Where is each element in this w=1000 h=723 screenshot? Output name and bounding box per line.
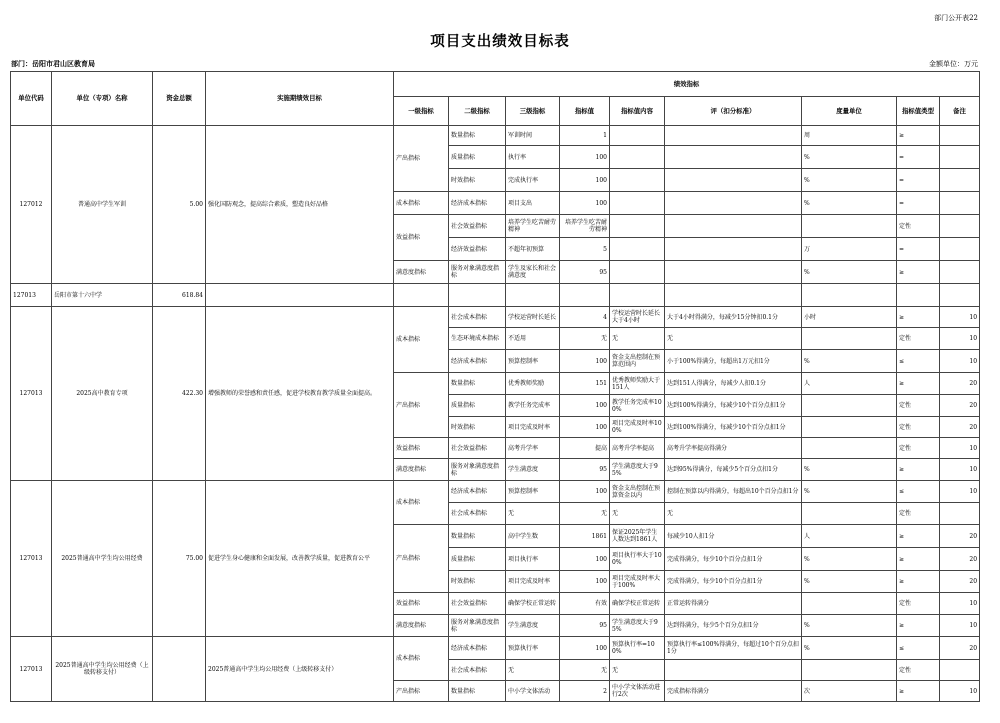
cell-note: 10 bbox=[940, 438, 980, 459]
cell-value: 1861 bbox=[560, 525, 610, 548]
header-value-content: 指标值内容 bbox=[610, 97, 665, 126]
cell-measure-unit bbox=[802, 417, 897, 438]
cell-value-type: ≥ bbox=[897, 681, 940, 702]
cell-level2: 服务对象满意度指标 bbox=[449, 261, 506, 284]
cell-value: 100 bbox=[560, 481, 610, 503]
cell-level3: 培养学生吃苦耐劳精神 bbox=[506, 215, 560, 238]
cell-value-content: 项目执行率大于100% bbox=[610, 548, 665, 571]
cell-value-content: 教学任务完成率100% bbox=[610, 395, 665, 417]
cell-level1: 产出指标 bbox=[394, 681, 449, 702]
cell-note bbox=[940, 169, 980, 192]
cell-level3: 教学任务完成率 bbox=[506, 395, 560, 417]
cell-note: 10 bbox=[940, 481, 980, 503]
cell-scoring bbox=[665, 169, 802, 192]
cell-measure-unit: 万 bbox=[802, 238, 897, 261]
header-level2: 二级指标 bbox=[449, 97, 506, 126]
cell-value-type: ≥ bbox=[897, 373, 940, 395]
cell-value-type: = bbox=[897, 169, 940, 192]
cell-value-content: 资金支出控制在预算范围内 bbox=[610, 350, 665, 373]
cell-scoring: 完成得满分，每少10个百分点扣1分 bbox=[665, 548, 802, 571]
cell-note bbox=[940, 660, 980, 681]
table-row bbox=[11, 481, 980, 503]
cell-value: 100 bbox=[560, 571, 610, 593]
cell-value: 151 bbox=[560, 373, 610, 395]
cell-scoring: 控制在预算以内得满分，每超出10个百分点扣1分 bbox=[665, 481, 802, 503]
performance-target-table bbox=[10, 71, 980, 702]
cell-empty bbox=[394, 284, 449, 307]
cell-measure-unit bbox=[802, 328, 897, 350]
cell-value-content: 无 bbox=[610, 660, 665, 681]
cell-note: 10 bbox=[940, 593, 980, 615]
cell-unit-code: 127013 bbox=[11, 637, 52, 702]
header-value-type: 指标值类型 bbox=[897, 97, 940, 126]
cell-total-funds: 75.00 bbox=[153, 481, 206, 637]
cell-value: 培养学生吃苦耐劳精神 bbox=[560, 215, 610, 238]
cell-value: 95 bbox=[560, 261, 610, 284]
header-unit-code: 单位代码 bbox=[11, 72, 52, 126]
cell-value-content bbox=[610, 126, 665, 146]
cell-value-content: 学生满意度大于95% bbox=[610, 459, 665, 481]
cell-level2: 时效指标 bbox=[449, 417, 506, 438]
cell-note bbox=[940, 126, 980, 146]
cell-level3: 优秀教师奖励 bbox=[506, 373, 560, 395]
cell-value-content bbox=[610, 238, 665, 261]
cell-note bbox=[940, 238, 980, 261]
cell-value-content: 无 bbox=[610, 328, 665, 350]
cell-measure-unit: % bbox=[802, 571, 897, 593]
cell-level2: 数量指标 bbox=[449, 126, 506, 146]
cell-scoring: 正常运转得满分 bbox=[665, 593, 802, 615]
cell-value-content: 学生满意度大于95% bbox=[610, 615, 665, 637]
cell-scoring: 达到151人得满分，每减少人扣0.1分 bbox=[665, 373, 802, 395]
header-level1: 一级指标 bbox=[394, 97, 449, 126]
cell-note bbox=[940, 215, 980, 238]
cell-level3: 学生及家长和社会满意度 bbox=[506, 261, 560, 284]
header-note: 备注 bbox=[940, 97, 980, 126]
cell-target: 增强教师的荣誉感和责任感，促进学校教育教学质量全面提高。 bbox=[206, 307, 394, 481]
cell-measure-unit: % bbox=[802, 192, 897, 215]
cell-note: 20 bbox=[940, 417, 980, 438]
cell-value: 100 bbox=[560, 548, 610, 571]
cell-level2: 数量指标 bbox=[449, 681, 506, 702]
cell-level3: 项目完成及时率 bbox=[506, 417, 560, 438]
cell-scoring: 达到100%得满分，每减少10个百分点扣1分 bbox=[665, 395, 802, 417]
cell-value-content bbox=[610, 169, 665, 192]
cell-scoring: 完成指标得满分 bbox=[665, 681, 802, 702]
cell-value-type: ≥ bbox=[897, 525, 940, 548]
cell-value-content bbox=[610, 261, 665, 284]
cell-value-type: ≥ bbox=[897, 307, 940, 328]
cell-note: 20 bbox=[940, 373, 980, 395]
cell-unit-name: 2025高中教育专项 bbox=[52, 307, 153, 481]
header-target: 实施期绩效目标 bbox=[206, 72, 394, 126]
header-scoring: 评（扣分标准） bbox=[665, 97, 802, 126]
cell-value-type: ≥ bbox=[897, 548, 940, 571]
cell-total-funds bbox=[153, 637, 206, 702]
cell-value-type: ≤ bbox=[897, 481, 940, 503]
header-level3: 三级指标 bbox=[506, 97, 560, 126]
cell-unit-code: 127013 bbox=[11, 481, 52, 637]
cell-measure-unit bbox=[802, 395, 897, 417]
cell-empty bbox=[449, 284, 506, 307]
cell-scoring bbox=[665, 238, 802, 261]
page-title: 项目支出绩效目标表 bbox=[430, 33, 570, 50]
cell-empty bbox=[802, 284, 897, 307]
cell-unit-code: 127012 bbox=[11, 126, 52, 284]
cell-note: 10 bbox=[940, 615, 980, 637]
cell-note: 10 bbox=[940, 459, 980, 481]
cell-value: 2 bbox=[560, 681, 610, 702]
amount-unit-label: 金额单位：万元 bbox=[929, 60, 978, 68]
table-body bbox=[11, 126, 980, 702]
cell-value-type: 定性 bbox=[897, 215, 940, 238]
cell-note bbox=[940, 261, 980, 284]
cell-measure-unit bbox=[802, 438, 897, 459]
cell-note: 10 bbox=[940, 350, 980, 373]
table-row bbox=[11, 637, 980, 660]
cell-value-content: 项目完成及时率大于100% bbox=[610, 571, 665, 593]
cell-level1: 效益指标 bbox=[394, 593, 449, 615]
cell-value-type: 定性 bbox=[897, 395, 940, 417]
cell-level1: 成本指标 bbox=[394, 481, 449, 525]
cell-measure-unit bbox=[802, 503, 897, 525]
cell-note bbox=[940, 503, 980, 525]
cell-level2: 社会成本指标 bbox=[449, 503, 506, 525]
cell-scoring bbox=[665, 660, 802, 681]
cell-value: 无 bbox=[560, 328, 610, 350]
cell-scoring: 达到得满分，每少5个百分点扣1分 bbox=[665, 615, 802, 637]
cell-value-content: 高考升学率提高 bbox=[610, 438, 665, 459]
cell-value-type: 定性 bbox=[897, 503, 940, 525]
cell-value-content: 项目完成及时率100% bbox=[610, 417, 665, 438]
cell-level3: 预算控制率 bbox=[506, 481, 560, 503]
cell-note: 20 bbox=[940, 571, 980, 593]
cell-value: 提高 bbox=[560, 438, 610, 459]
cell-note: 20 bbox=[940, 395, 980, 417]
cell-measure-unit: 小时 bbox=[802, 307, 897, 328]
cell-target: 促进学生身心健康和全面发展，改善教学质量，促进教育公平 bbox=[206, 481, 394, 637]
cell-value-content: 学校运营时长延长大于4小时 bbox=[610, 307, 665, 328]
cell-empty bbox=[897, 284, 940, 307]
cell-unit-code: 127013 bbox=[11, 307, 52, 481]
cell-level1: 成本指标 bbox=[394, 307, 449, 373]
cell-measure-unit bbox=[802, 660, 897, 681]
header-total-funds: 资金总额 bbox=[153, 72, 206, 126]
cell-scoring: 达到95%得满分，每减少5个百分点扣1分 bbox=[665, 459, 802, 481]
cell-scoring: 每减少10人扣1分 bbox=[665, 525, 802, 548]
cell-level3: 高中学生数 bbox=[506, 525, 560, 548]
cell-value-content: 确保学校正常运转 bbox=[610, 593, 665, 615]
cell-value-type: 定性 bbox=[897, 417, 940, 438]
cell-measure-unit bbox=[802, 593, 897, 615]
cell-value-type: 定性 bbox=[897, 593, 940, 615]
cell-level3: 不超年初预算 bbox=[506, 238, 560, 261]
cell-value-type: ≤ bbox=[897, 637, 940, 660]
cell-value: 95 bbox=[560, 459, 610, 481]
cell-value-content: 无 bbox=[610, 503, 665, 525]
table-row bbox=[11, 126, 980, 146]
cell-scoring: 预算执行率≤100%得满分，每超过10个百分点扣1分 bbox=[665, 637, 802, 660]
cell-measure-unit: % bbox=[802, 459, 897, 481]
cell-unit-name: 岳阳市第十六中学 bbox=[52, 284, 153, 307]
cell-level2: 经济成本指标 bbox=[449, 481, 506, 503]
cell-level3: 无 bbox=[506, 660, 560, 681]
cell-empty bbox=[506, 284, 560, 307]
cell-note: 20 bbox=[940, 548, 980, 571]
header-unit-name: 单位（专项）名称 bbox=[52, 72, 153, 126]
cell-note: 10 bbox=[940, 307, 980, 328]
cell-level3: 确保学校正常运转 bbox=[506, 593, 560, 615]
cell-scoring bbox=[665, 261, 802, 284]
cell-measure-unit: % bbox=[802, 548, 897, 571]
cell-level2: 社会效益指标 bbox=[449, 438, 506, 459]
cell-level1: 成本指标 bbox=[394, 192, 449, 215]
cell-level3: 高考升学率 bbox=[506, 438, 560, 459]
cell-measure-unit: % bbox=[802, 615, 897, 637]
cell-value: 100 bbox=[560, 395, 610, 417]
cell-unit-name: 2025普通高中学生均公用经费（上级转移支付） bbox=[52, 637, 153, 702]
cell-level2: 经济成本指标 bbox=[449, 637, 506, 660]
cell-target: 强化国防观念，提高综合素质，塑造良好品格 bbox=[206, 126, 394, 284]
cell-level2: 社会效益指标 bbox=[449, 215, 506, 238]
cell-level3: 项目支出 bbox=[506, 192, 560, 215]
cell-scoring: 小于100%得满分，每超出1万元扣1分 bbox=[665, 350, 802, 373]
cell-scoring bbox=[665, 126, 802, 146]
cell-measure-unit: % bbox=[802, 637, 897, 660]
cell-measure-unit bbox=[802, 215, 897, 238]
cell-empty bbox=[665, 284, 802, 307]
cell-value-type: 定性 bbox=[897, 328, 940, 350]
cell-empty bbox=[206, 284, 394, 307]
cell-level1: 满意度指标 bbox=[394, 615, 449, 637]
cell-scoring bbox=[665, 215, 802, 238]
cell-scoring: 完成得满分，每少10个百分点扣1分 bbox=[665, 571, 802, 593]
cell-note bbox=[940, 146, 980, 169]
cell-target: 2025普通高中学生均公用经费（上级转移支付） bbox=[206, 637, 394, 702]
cell-measure-unit: 人 bbox=[802, 373, 897, 395]
cell-level2: 生态环境成本指标 bbox=[449, 328, 506, 350]
table-row bbox=[11, 284, 980, 307]
cell-value-content: 中小学文体活动进行2次 bbox=[610, 681, 665, 702]
cell-level2: 数量指标 bbox=[449, 373, 506, 395]
cell-value-type: ≥ bbox=[897, 571, 940, 593]
cell-level2: 时效指标 bbox=[449, 571, 506, 593]
cell-value-content bbox=[610, 192, 665, 215]
cell-level2: 质量指标 bbox=[449, 146, 506, 169]
cell-value-content: 资金支出控制在预算资金以内 bbox=[610, 481, 665, 503]
cell-value-type: 定性 bbox=[897, 660, 940, 681]
cell-value-content: 优秀教师奖励大于151人 bbox=[610, 373, 665, 395]
cell-level3: 不适用 bbox=[506, 328, 560, 350]
cell-value-type: ≥ bbox=[897, 126, 940, 146]
cell-level2: 数量指标 bbox=[449, 525, 506, 548]
cell-level3: 项目完成及时率 bbox=[506, 571, 560, 593]
cell-scoring: 达到100%得满分，每减少10个百分点扣1分 bbox=[665, 417, 802, 438]
cell-level2: 质量指标 bbox=[449, 395, 506, 417]
cell-level2: 社会效益指标 bbox=[449, 593, 506, 615]
cell-note: 10 bbox=[940, 328, 980, 350]
cell-value: 100 bbox=[560, 146, 610, 169]
header-measure-unit: 度量单位 bbox=[802, 97, 897, 126]
cell-level1: 产出指标 bbox=[394, 126, 449, 192]
cell-measure-unit: % bbox=[802, 146, 897, 169]
cell-level1: 产出指标 bbox=[394, 525, 449, 593]
cell-unit-name: 2025普通高中学生均公用经费 bbox=[52, 481, 153, 637]
cell-scoring: 无 bbox=[665, 503, 802, 525]
cell-value: 有效 bbox=[560, 593, 610, 615]
header-performance-indicators: 绩效指标 bbox=[394, 72, 980, 97]
cell-scoring bbox=[665, 146, 802, 169]
cell-value: 4 bbox=[560, 307, 610, 328]
cell-level3: 完成执行率 bbox=[506, 169, 560, 192]
header-value: 指标值 bbox=[560, 97, 610, 126]
cell-level3: 预算控制率 bbox=[506, 350, 560, 373]
cell-scoring bbox=[665, 192, 802, 215]
cell-scoring: 无 bbox=[665, 328, 802, 350]
cell-value-type: ≥ bbox=[897, 459, 940, 481]
cell-level2: 社会成本指标 bbox=[449, 307, 506, 328]
cell-level1: 成本指标 bbox=[394, 637, 449, 681]
cell-level2: 经济成本指标 bbox=[449, 350, 506, 373]
cell-level2: 时效指标 bbox=[449, 169, 506, 192]
cell-level3: 项目执行率 bbox=[506, 548, 560, 571]
cell-empty bbox=[560, 284, 610, 307]
cell-measure-unit: 周 bbox=[802, 126, 897, 146]
cell-value-content: 预算执行率=100% bbox=[610, 637, 665, 660]
cell-level1: 效益指标 bbox=[394, 438, 449, 459]
cell-measure-unit: 次 bbox=[802, 681, 897, 702]
cell-unit-name: 普通高中学生军训 bbox=[52, 126, 153, 284]
cell-value-content bbox=[610, 215, 665, 238]
cell-value-type: = bbox=[897, 192, 940, 215]
cell-value-content bbox=[610, 146, 665, 169]
cell-level3: 执行率 bbox=[506, 146, 560, 169]
cell-value: 100 bbox=[560, 192, 610, 215]
cell-scoring: 高考升学率提高得满分 bbox=[665, 438, 802, 459]
cell-total-funds: 5.00 bbox=[153, 126, 206, 284]
cell-level3: 中小学文体活动 bbox=[506, 681, 560, 702]
cell-level3: 军训时间 bbox=[506, 126, 560, 146]
cell-value: 1 bbox=[560, 126, 610, 146]
cell-measure-unit: % bbox=[802, 169, 897, 192]
cell-value: 无 bbox=[560, 660, 610, 681]
cell-value: 95 bbox=[560, 615, 610, 637]
cell-measure-unit: % bbox=[802, 481, 897, 503]
cell-unit-code: 127013 bbox=[11, 284, 52, 307]
cell-value: 无 bbox=[560, 503, 610, 525]
cell-level1: 效益指标 bbox=[394, 215, 449, 261]
cell-total-funds: 618.84 bbox=[153, 284, 206, 307]
cell-empty bbox=[610, 284, 665, 307]
cell-note: 20 bbox=[940, 525, 980, 548]
cell-scoring: 大于4小时得满分，每减少15分钟扣0.1分 bbox=[665, 307, 802, 328]
cell-level2: 经济效益指标 bbox=[449, 238, 506, 261]
cell-value-type: ≥ bbox=[897, 261, 940, 284]
cell-note bbox=[940, 192, 980, 215]
cell-level3: 学生满意度 bbox=[506, 615, 560, 637]
cell-value-type: = bbox=[897, 238, 940, 261]
cell-note: 10 bbox=[940, 681, 980, 702]
cell-level2: 服务对象满意度指标 bbox=[449, 459, 506, 481]
page-number: 部门公开表22 bbox=[934, 14, 978, 22]
cell-value-type: = bbox=[897, 146, 940, 169]
cell-value-type: ≤ bbox=[897, 350, 940, 373]
cell-value-type: ≥ bbox=[897, 615, 940, 637]
cell-level3: 预算执行率 bbox=[506, 637, 560, 660]
cell-value: 100 bbox=[560, 169, 610, 192]
cell-value: 100 bbox=[560, 417, 610, 438]
cell-measure-unit: 人 bbox=[802, 525, 897, 548]
cell-measure-unit: % bbox=[802, 261, 897, 284]
cell-value: 100 bbox=[560, 637, 610, 660]
cell-level1: 满意度指标 bbox=[394, 459, 449, 481]
cell-level1: 产出指标 bbox=[394, 373, 449, 438]
cell-level2: 服务对象满意度指标 bbox=[449, 615, 506, 637]
cell-value: 5 bbox=[560, 238, 610, 261]
cell-level2: 质量指标 bbox=[449, 548, 506, 571]
cell-level3: 无 bbox=[506, 503, 560, 525]
cell-note: 20 bbox=[940, 637, 980, 660]
table-row bbox=[11, 307, 980, 328]
cell-level2: 经济成本指标 bbox=[449, 192, 506, 215]
cell-empty bbox=[940, 284, 980, 307]
cell-level3: 学生满意度 bbox=[506, 459, 560, 481]
cell-value-content: 保证2025年学生人数达到1861人 bbox=[610, 525, 665, 548]
cell-measure-unit: % bbox=[802, 350, 897, 373]
cell-level2: 社会成本指标 bbox=[449, 660, 506, 681]
cell-level3: 学校运营时长延长 bbox=[506, 307, 560, 328]
department-label: 部门：岳阳市君山区教育局 bbox=[11, 59, 95, 68]
cell-value-type: 定性 bbox=[897, 438, 940, 459]
cell-level1: 满意度指标 bbox=[394, 261, 449, 284]
cell-value: 100 bbox=[560, 350, 610, 373]
cell-total-funds: 422.30 bbox=[153, 307, 206, 481]
